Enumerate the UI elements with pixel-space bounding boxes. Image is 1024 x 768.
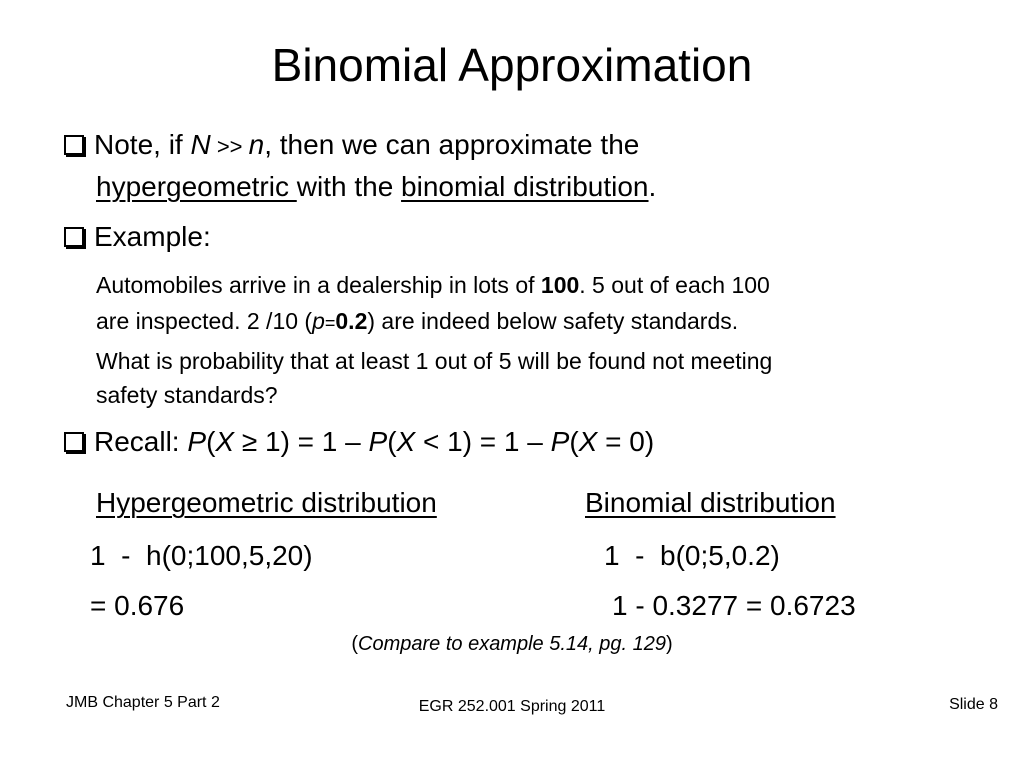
var-p: p [312,308,325,334]
note-end: . [648,171,657,202]
footer-left: JMB Chapter 5 Part 2 [66,694,220,711]
term-hypergeometric: hypergeometric [96,171,297,202]
checkbox-bullet-icon [64,227,84,247]
var-X: X [578,426,598,457]
problem-line-2 [96,306,738,339]
slide-title: Binomial Approximation [271,39,753,91]
problem-text: . 5 out of each 100 [579,272,770,298]
recall-text: ≥ 1) = 1 – [234,426,369,457]
note-var-N: N [190,129,211,160]
p-value: 0.2 [335,308,368,334]
var-X: X [215,426,235,457]
binomial-result: 1 - 0.3277 = 0.6723 [612,590,856,621]
binomial-formula: 1 - b(0;5,0.2) [604,540,780,571]
recall-label: Recall: [94,426,188,457]
problem-text: Automobiles arrive in a dealership in lots of [96,272,541,298]
paren: ( [351,633,359,655]
binomial-heading: Binomial distribution [585,487,836,518]
recall-text: = 0) [597,426,655,457]
question-line-2: safety standards? [96,382,278,408]
paren: ) [665,633,673,655]
paren: ( [387,426,397,457]
paren: ( [206,426,216,457]
var-P: P [187,426,207,457]
var-P: P [368,426,388,457]
term-binomial-distribution: binomial distribution [401,171,649,202]
note-prefix: Note, if [94,129,191,160]
note-line-2 [96,169,656,205]
note-op: >> [210,134,249,159]
note-mid: with the [296,171,402,202]
compare-text: Compare to example 5.14, pg. 129 [358,633,666,655]
example-label: Example: [94,221,211,252]
footer-center: EGR 252.001 Spring 2011 [418,698,606,715]
problem-text: ) are indeed below safety standards. [367,308,739,334]
var-X: X [396,426,416,457]
hypergeometric-result: = 0.676 [90,590,185,621]
checkbox-bullet-icon [64,432,84,452]
problem-text: are inspected. 2 /10 ( [96,308,313,334]
hypergeometric-formula: 1 - h(0;100,5,20) [90,540,313,571]
hypergeometric-heading: Hypergeometric distribution [96,487,437,518]
problem-line-1 [96,270,770,301]
equals-sign: = [324,313,336,333]
var-P: P [550,426,570,457]
slide-number: Slide 8 [949,696,998,713]
paren: ( [569,426,579,457]
question-line-1: What is probability that at least 1 out of 5 will be found not meeting [96,348,773,374]
note-rest: , then we can approximate the [264,129,640,160]
compare-note [0,633,1024,656]
recall-bullet [64,424,654,460]
note-var-n: n [248,129,265,160]
lot-size: 100 [540,272,580,298]
checkbox-bullet-icon [64,135,84,155]
recall-text: < 1) = 1 – [415,426,551,457]
example-bullet [64,219,211,255]
note-bullet [64,127,639,165]
